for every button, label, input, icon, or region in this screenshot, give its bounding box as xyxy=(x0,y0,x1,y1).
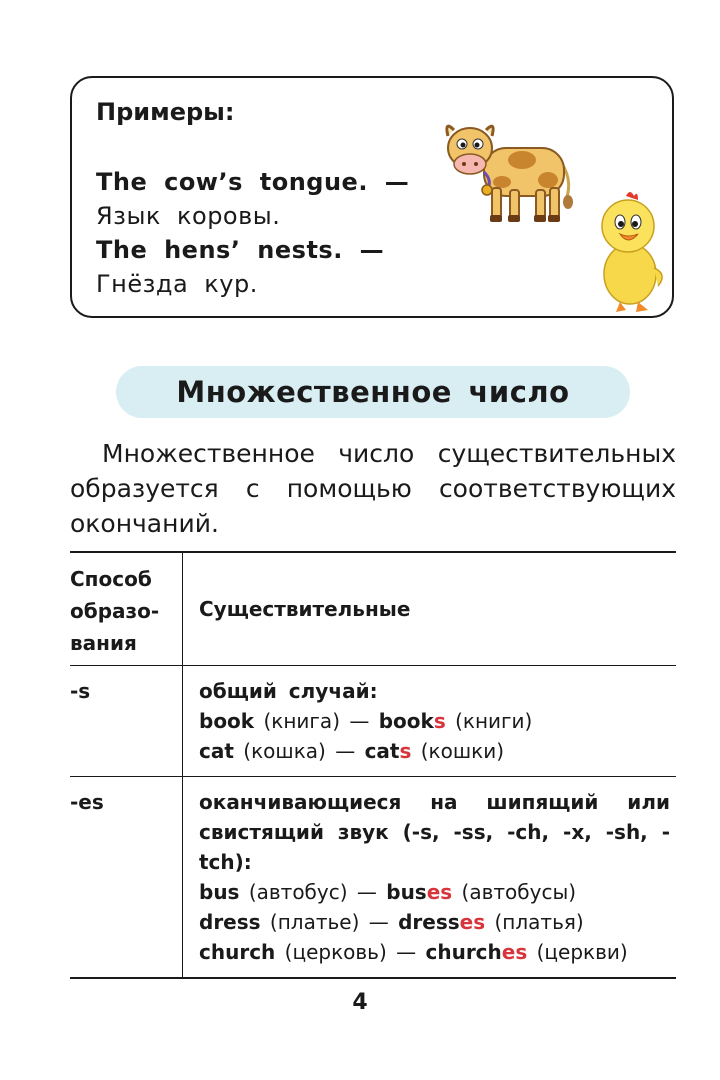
method-label: -s xyxy=(70,679,91,703)
singular-translation: (кошка) xyxy=(243,739,326,763)
plural-stem: dress xyxy=(398,910,460,934)
singular-translation: (автобус) xyxy=(248,880,348,904)
example-english-2: The hens’ nests. — xyxy=(96,236,385,264)
table-row xyxy=(70,777,676,979)
section-heading: Множественное число xyxy=(176,375,570,409)
header-method-line: образо- xyxy=(70,599,160,623)
method-cell xyxy=(70,777,183,979)
plural-ending: es xyxy=(426,880,453,904)
example-english-1: The cow’s tongue. — xyxy=(96,168,410,196)
dash: — xyxy=(356,880,377,904)
example-russian-2: Гнёзда кур. xyxy=(96,270,258,298)
dash: — xyxy=(349,709,370,733)
nouns-cell xyxy=(183,666,677,777)
header-method-line: Способ xyxy=(70,567,152,591)
table-row xyxy=(70,666,676,777)
example-russian-1: Язык коровы. xyxy=(96,202,281,230)
example-line xyxy=(199,736,676,766)
plural-stem: church xyxy=(425,940,502,964)
plural-translation: (платья) xyxy=(494,910,584,934)
plural-translation: (книги) xyxy=(455,709,533,733)
rule-text: оканчивающиеся на шипящий или свистящий звук (-s, -ss, -ch, -x, -sh, -tch): xyxy=(199,790,670,874)
example-line xyxy=(199,706,676,736)
plural-stem: cat xyxy=(364,739,400,763)
examples-box xyxy=(70,76,674,318)
plural-translation: (кошки) xyxy=(420,739,505,763)
header-nouns-cell: Существительные xyxy=(183,552,677,666)
plural-ending: es xyxy=(501,940,528,964)
singular-translation: (платье) xyxy=(269,910,360,934)
dash: — xyxy=(396,940,417,964)
rule-text: общий случай: xyxy=(199,679,378,703)
plural-stem: bus xyxy=(386,880,427,904)
dash: — xyxy=(335,739,356,763)
singular-translation: (книга) xyxy=(263,709,340,733)
plural-translation: (церкви) xyxy=(536,940,628,964)
method-label: -es xyxy=(70,790,104,814)
examples-title: Примеры: xyxy=(96,98,235,126)
method-cell xyxy=(70,666,183,777)
dash: — xyxy=(368,910,389,934)
nouns-cell xyxy=(183,777,677,979)
singular-word: cat xyxy=(199,739,234,763)
table-header-row xyxy=(70,552,676,666)
plural-ending: es xyxy=(459,910,486,934)
chick-illustration xyxy=(592,188,670,316)
header-method-line: вания xyxy=(70,631,137,655)
plural-formation-table xyxy=(70,551,676,979)
plural-ending: s xyxy=(399,739,412,763)
singular-word: dress xyxy=(199,910,261,934)
header-method-cell xyxy=(70,552,183,666)
example-line xyxy=(199,877,676,907)
intro-paragraph: Множественное число существительных образуется с помощью соответствующих окончаний. xyxy=(70,439,676,538)
singular-word: church xyxy=(199,940,276,964)
singular-word: book xyxy=(199,709,255,733)
plural-translation: (автобусы) xyxy=(461,880,577,904)
example-line xyxy=(199,907,676,937)
plural-ending: s xyxy=(433,709,446,733)
singular-word: bus xyxy=(199,880,240,904)
cow-illustration xyxy=(440,118,580,228)
page-number: 4 xyxy=(352,990,368,1015)
singular-translation: (церковь) xyxy=(284,940,387,964)
section-heading-pill xyxy=(116,366,630,418)
example-line xyxy=(199,937,676,967)
plural-stem: book xyxy=(378,709,434,733)
